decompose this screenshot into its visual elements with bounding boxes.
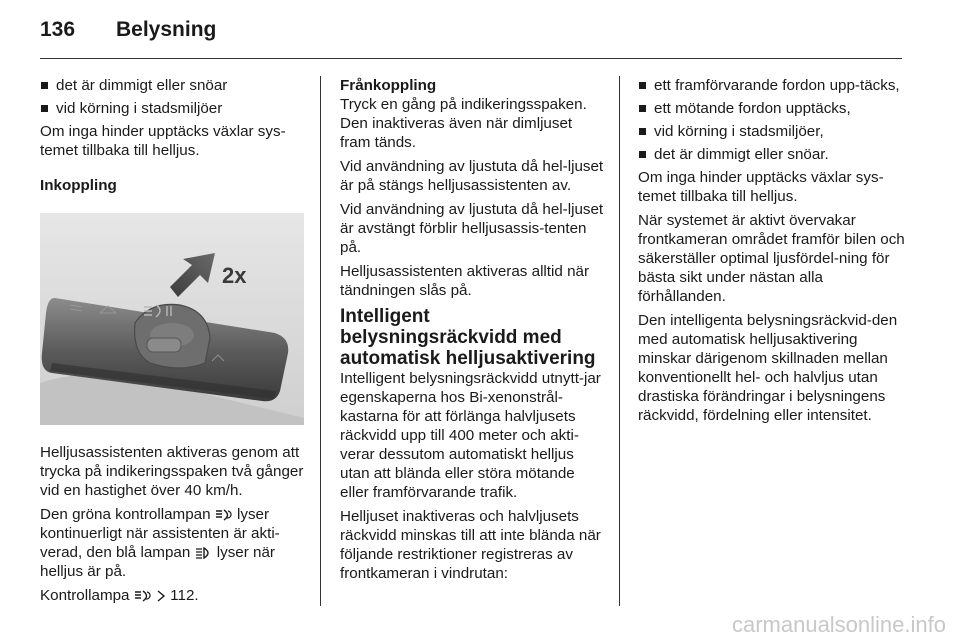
high-beam-blue-icon	[195, 547, 213, 559]
text-run: Kontrollampa	[40, 587, 134, 604]
paragraph: Tryck en gång på indikeringsspaken. Den inaktiveras även när dimljuset fram tänds.	[340, 96, 587, 151]
frankoppling-heading: Frånkoppling	[340, 77, 437, 94]
paragraph	[40, 586, 306, 605]
paragraph: Helljusassistenten aktiveras genom att trycka på indikeringsspaken två gånger vid en hastighet över 40 km/h.	[40, 444, 304, 499]
paragraph: Om inga hinder upptäcks växlar sys-temet tillbaka till helljus.	[638, 169, 884, 205]
page-title: Belysning	[116, 18, 217, 41]
paragraph: Vid användning av ljustuta då hel-ljuset är på stängs helljusassistenten av.	[340, 158, 604, 194]
paragraph: Vid användning av ljustuta då hel-ljuset är avstängt förblir helljusassis-tenten på.	[340, 201, 604, 256]
paragraph: Helljuset inaktiveras och halvljusets räckvidd minskas till att inte blända när följande restriktioner registreras av frontkameran i vindrutan:	[340, 508, 601, 582]
list-item: ett framförvarande fordon upp-täcks,	[638, 76, 906, 95]
list-item: vid körning i stadsmiljöer,	[638, 122, 906, 141]
column-divider	[619, 76, 620, 606]
figure-label-2x: 2x	[222, 263, 247, 288]
text-run: Den gröna kontrollampan	[40, 506, 215, 523]
list-item: vid körning i stadsmiljöer	[40, 99, 306, 118]
auto-high-beam-icon	[134, 590, 152, 602]
column-3	[638, 76, 906, 430]
paragraph: Den intelligenta belysningsräckvid-den med automatisk helljusaktivering minskar därigenom skillnaden mellan konventionellt hel- och halvljus utan drastiska förändringar i belysningens räckvidd, fördelning eller intensitet.	[638, 312, 898, 424]
paragraph: Helljusassistenten aktiveras alltid när tändningen slås på.	[340, 263, 590, 299]
page-header	[40, 18, 216, 48]
paragraph	[40, 505, 306, 581]
column-1	[40, 76, 306, 610]
list-item: det är dimmigt eller snöar.	[638, 145, 906, 164]
text-run: lyser kontinuerligt när assistenten är akti-verad, den blå lampan	[40, 506, 280, 561]
watermark: carmanualsonline.info	[731, 612, 946, 637]
list-item: ett mötande fordon upptäcks,	[638, 99, 906, 118]
text-run: lyser när helljus är på.	[40, 544, 275, 580]
column-2	[340, 76, 604, 588]
auto-high-beam-green-icon	[215, 509, 233, 521]
page-number: 136	[40, 18, 76, 41]
header-rule	[40, 58, 902, 59]
paragraph: När systemet är aktivt övervakar frontkameran området framför bilen och säkerställer optimal ljusfördel-ning för bästa sikt under nästan alla förhållanden.	[638, 212, 905, 305]
list-item: det är dimmigt eller snöar	[40, 76, 306, 95]
page-reference-icon	[156, 590, 166, 602]
inkoppling-heading: Inkoppling	[40, 177, 117, 194]
column-divider	[320, 76, 321, 606]
text-run: 112.	[165, 587, 199, 604]
stalk-figure	[40, 213, 304, 425]
section-heading: Intelligent belysningsräckvidd med automatisk helljusaktivering	[340, 306, 596, 369]
paragraph: Intelligent belysningsräckvidd utnytt-jar egenskaperna hos Bi-xenonstrål-kastarna för att förlänga halvljusets räckvidd upp till 400 meter och akti-verar dessutom automatiskt helljus utan att blända eller störa mötande eller framförvarande trafik.	[340, 370, 601, 501]
paragraph: Om inga hinder upptäcks växlar sys-temet tillbaka till helljus.	[40, 123, 286, 159]
